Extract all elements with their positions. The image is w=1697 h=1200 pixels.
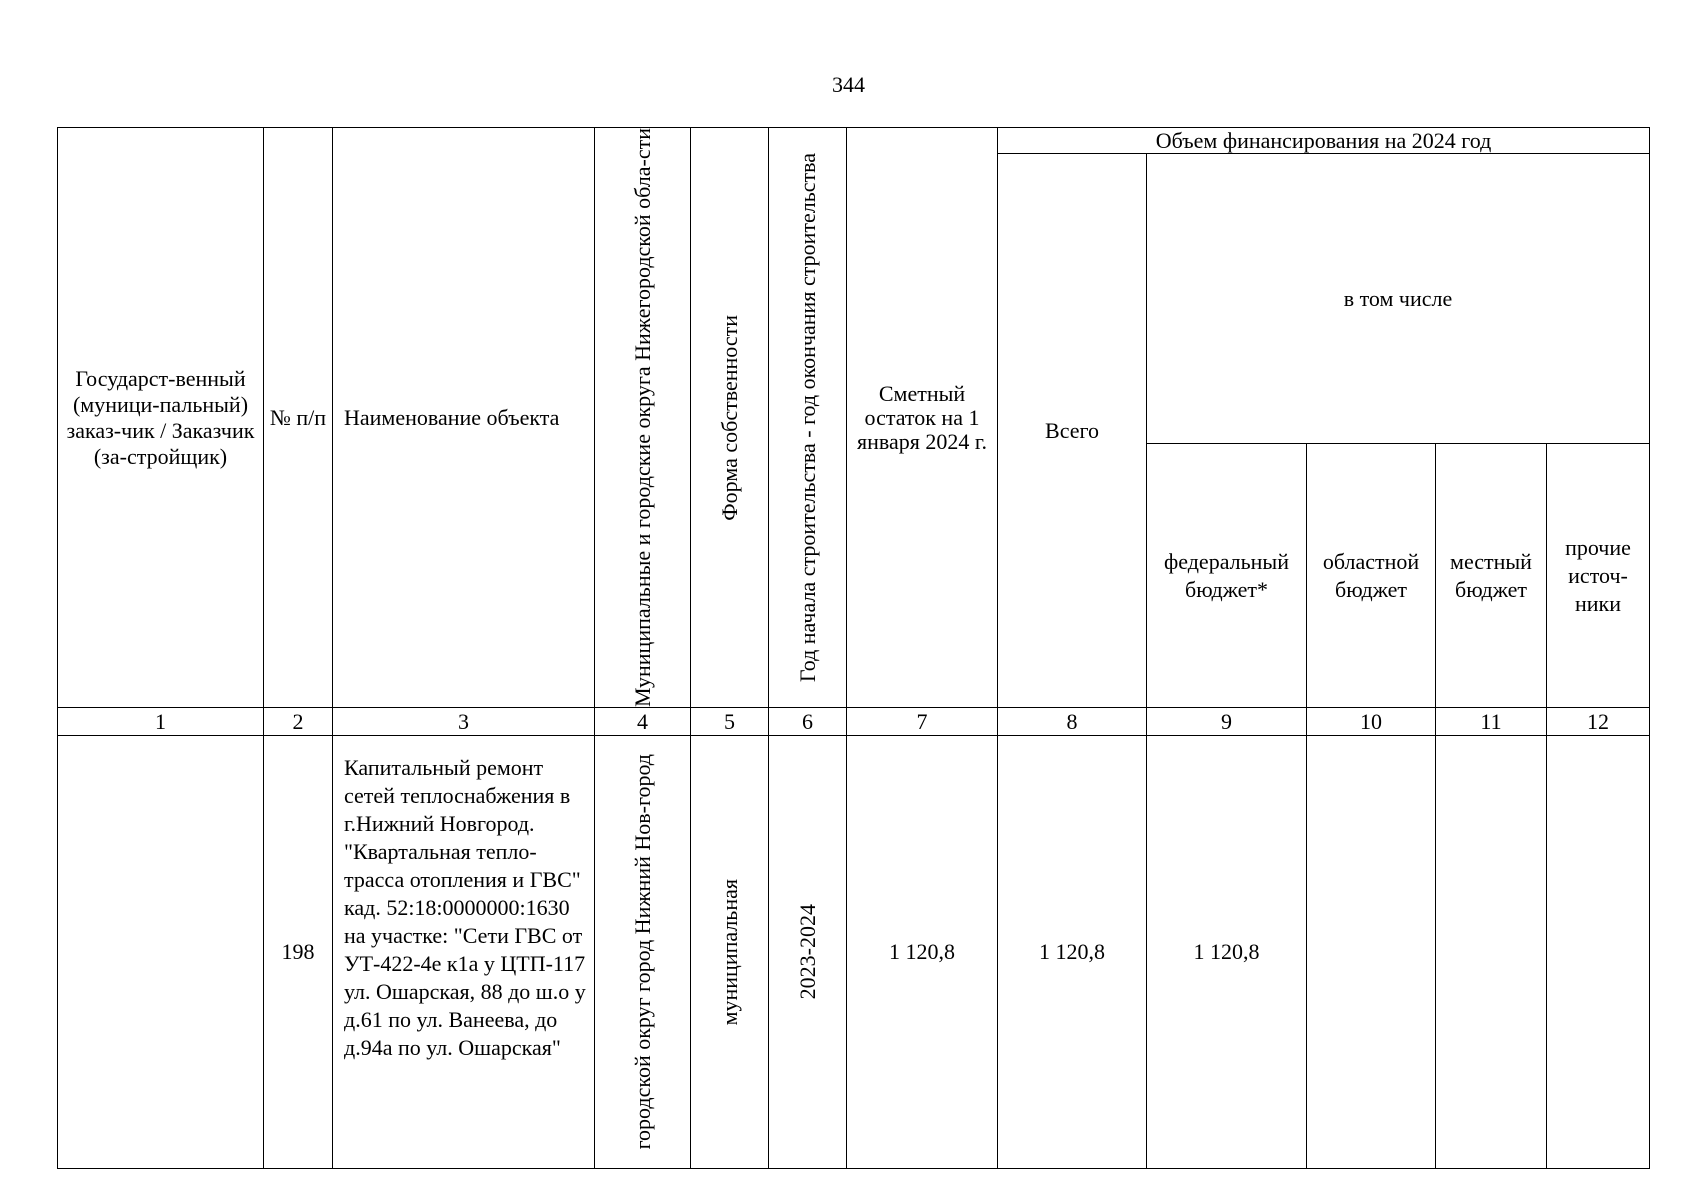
cell-regional-budget xyxy=(1307,736,1436,1169)
column-number-row xyxy=(58,708,1650,736)
cell-ownership-text: муниципальная xyxy=(716,878,742,1026)
header-including: в том числе xyxy=(1147,154,1650,444)
cell-object-name: Капитальный ремонт сетей теплоснабжения в г.Нижний Новгород. "Квартальная тепло-трасса отопления и ГВС" кад. 52:18:0000000:1630 на участке: "Сети ГВС от УТ-422-4е к1а у ЦТП-117 ул. Ошарская, 88 до ш.о у д.61 по ул. Ванеева, до д.94а по ул. Ошарская" xyxy=(333,736,595,1169)
table-row xyxy=(58,736,1650,1169)
header-object-name: Наименование объекта xyxy=(333,128,595,708)
cell-estimated-balance: 1 120,8 xyxy=(847,736,998,1169)
cell-ownership xyxy=(691,736,769,1169)
column-number: 3 xyxy=(333,708,595,736)
column-number: 8 xyxy=(998,708,1147,736)
header-construction-years xyxy=(769,128,847,708)
cell-local-budget xyxy=(1436,736,1547,1169)
cell-total: 1 120,8 xyxy=(998,736,1147,1169)
column-number: 9 xyxy=(1147,708,1307,736)
header-customer: Государст-венный (муници-пальный) заказ-чик / Заказчик (за-стройщик) xyxy=(58,128,264,708)
header-other-sources: прочие источ-ники xyxy=(1547,444,1650,708)
header-ownership xyxy=(691,128,769,708)
cell-construction-years-text: 2023-2024 xyxy=(794,904,820,1000)
column-number: 7 xyxy=(847,708,998,736)
column-number: 1 xyxy=(58,708,264,736)
header-number: № п/п xyxy=(264,128,333,708)
header-total: Всего xyxy=(998,154,1147,708)
header-municipality xyxy=(595,128,691,708)
column-number: 2 xyxy=(264,708,333,736)
page-number: 344 xyxy=(832,72,865,97)
header-local-budget: местный бюджет xyxy=(1436,444,1547,708)
header-municipality-text: Муниципальные и городские округа Нижегородской обла-сти xyxy=(629,128,655,708)
header-construction-years-text: Год начала строительства - год окончания строительства xyxy=(794,152,820,683)
cell-number: 198 xyxy=(264,736,333,1169)
cell-municipality-text: городской округ город Нижний Нов-город xyxy=(629,754,655,1150)
cell-municipality xyxy=(595,736,691,1169)
cell-construction-years xyxy=(769,736,847,1169)
column-number: 12 xyxy=(1547,708,1650,736)
header-financing-volume: Объем финансирования на 2024 год xyxy=(998,128,1650,154)
column-number: 10 xyxy=(1307,708,1436,736)
header-estimated-balance: Сметный остаток на 1 января 2024 г. xyxy=(847,128,998,708)
column-number: 6 xyxy=(769,708,847,736)
cell-federal-budget: 1 120,8 xyxy=(1147,736,1307,1169)
cell-other-sources xyxy=(1547,736,1650,1169)
column-number: 4 xyxy=(595,708,691,736)
column-number: 11 xyxy=(1436,708,1547,736)
financing-table xyxy=(57,127,1650,1169)
column-number: 5 xyxy=(691,708,769,736)
header-federal-budget: федеральный бюджет* xyxy=(1147,444,1307,708)
header-regional-budget: областной бюджет xyxy=(1307,444,1436,708)
cell-customer xyxy=(58,736,264,1169)
header-ownership-text: Форма собственности xyxy=(716,314,742,521)
